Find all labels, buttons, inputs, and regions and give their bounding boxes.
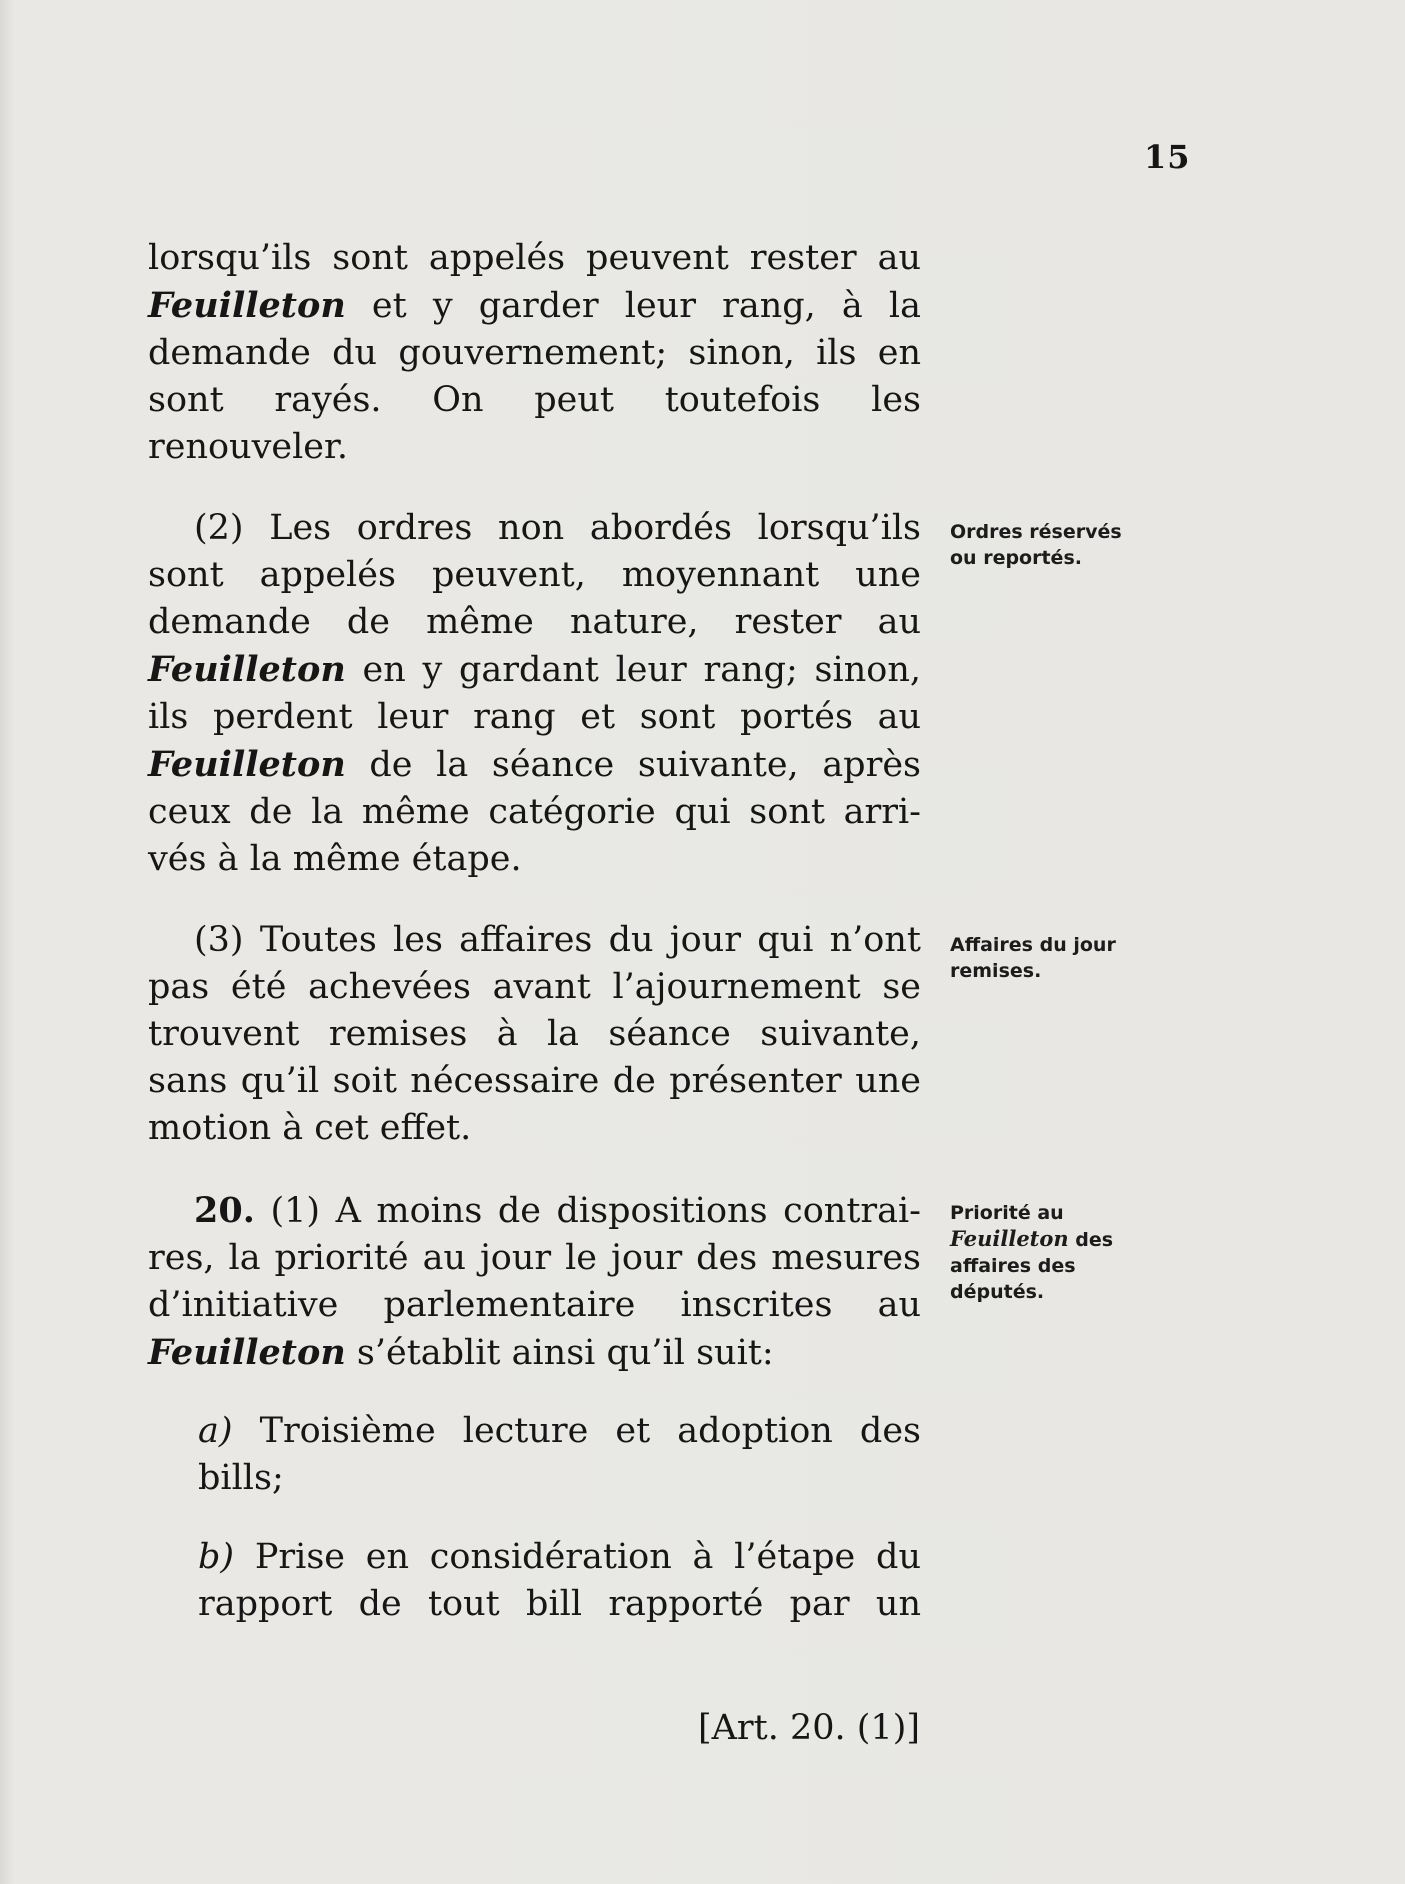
text-line: lorsqu’ils sont appelés peuvent rester au: [148, 238, 921, 278]
text-line: (3) Toutes les affaires du jour qui n’ont: [194, 920, 921, 960]
text-line: bills;: [198, 1458, 284, 1498]
text-line: pas été achevées avant l’ajournement se: [148, 967, 921, 1007]
list-item-a: [198, 1408, 921, 1502]
text-line: sont appelés peuvent, moyennant une: [148, 555, 921, 595]
text-line: Feuilleton en y gardant leur rang; sinon,: [148, 649, 921, 690]
paragraph-continuation: [148, 235, 921, 471]
margin-note-ordres-reserves: Ordres réservés ou reportés.: [950, 521, 1122, 569]
text-line: demande de même nature, rester au: [148, 602, 921, 642]
margin-note-affaires-remises: Affaires du jour remises.: [950, 934, 1116, 982]
text-line: vés à la même étape.: [148, 839, 522, 879]
text-line: 20. (1) A moins de dispositions contrai-: [194, 1190, 921, 1231]
article-20-paragraph: [148, 1187, 921, 1377]
page-number: 15: [1144, 138, 1191, 176]
margin-note-priorite: Priorité au Feuilleton des affaires des députés.: [950, 1202, 1114, 1303]
text-line: (2) Les ordres non abordés lorsqu’ils: [194, 508, 921, 548]
italic-term: Feuilleton: [148, 285, 346, 326]
text-line: ils perdent leur rang et sont portés au: [148, 697, 921, 737]
item-letter: a): [198, 1411, 233, 1451]
article-reference: [Art. 20. (1)]: [698, 1708, 920, 1748]
text-line: demande du gouvernement; sinon, ils en: [148, 333, 921, 373]
text-line: sont rayés. On peut toutefois les: [148, 380, 921, 420]
text-line: motion à cet effet.: [148, 1108, 472, 1148]
text-line: Feuilleton de la séance suivante, après: [148, 744, 921, 785]
text-line: ceux de la même catégorie qui sont arri-: [148, 792, 921, 832]
text-line: res, la priorité au jour le jour des mesures: [148, 1238, 921, 1278]
italic-term: Feuilleton: [950, 1226, 1069, 1251]
text-line: rapport de tout bill rapporté par un: [198, 1584, 921, 1624]
italic-term: Feuilleton: [148, 1332, 346, 1373]
italic-term: Feuilleton: [148, 744, 346, 785]
list-item-b: [198, 1534, 921, 1628]
text-line: trouvent remises à la séance suivante,: [148, 1014, 921, 1054]
item-letter: b): [198, 1537, 235, 1577]
text-line: Feuilleton et y garder leur rang, à la: [148, 285, 921, 326]
article-number: 20.: [194, 1190, 255, 1231]
text-line: a) Troisième lecture et adoption des: [198, 1411, 921, 1451]
italic-term: Feuilleton: [148, 649, 346, 690]
text-line: Feuilleton s’établit ainsi qu’il suit:: [148, 1332, 774, 1373]
paragraph-2: [148, 505, 921, 883]
text-line: sans qu’il soit nécessaire de présenter une: [148, 1061, 921, 1101]
text-line: b) Prise en considération à l’étape du: [198, 1537, 921, 1577]
text-line: d’initiative parlementaire inscrites au: [148, 1285, 921, 1325]
text-line: renouveler.: [148, 427, 349, 467]
paragraph-3: [148, 917, 921, 1152]
